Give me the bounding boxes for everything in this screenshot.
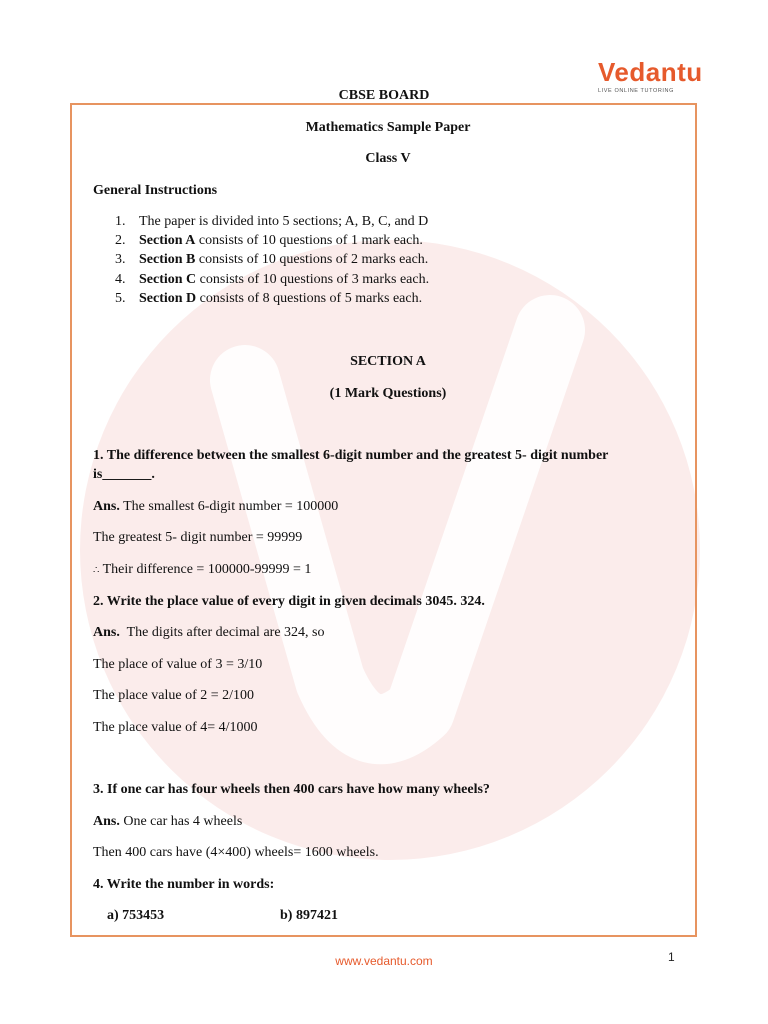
answer-1-line-3 — [93, 562, 311, 579]
instruction-text: consists of 10 questions of 1 mark each. — [195, 233, 423, 248]
question-1-line-1: 1. The difference between the smallest 6-digit number and the greatest 5- digit number — [93, 448, 609, 463]
instruction-item — [115, 214, 428, 230]
instruction-text: consists of 8 questions of 5 marks each. — [196, 291, 423, 306]
instruction-text: consists of 10 questions of 2 marks each. — [195, 252, 429, 267]
instruction-text: The paper is divided into 5 sections; A, B, C, and D — [139, 214, 429, 229]
answer-3-line-2: Then 400 cars have (4×400) wheels= 1600 wheels. — [93, 845, 379, 860]
instruction-section: Section B — [139, 252, 196, 267]
answer-label: Ans. — [93, 625, 120, 640]
instruction-number: 5. — [115, 291, 126, 306]
answer-text: The smallest 6-digit number = 100000 — [119, 499, 339, 514]
therefore-symbol: ∴ — [93, 565, 100, 576]
question-4-part-a: a) 753453 — [107, 908, 165, 923]
instructions-heading: General Instructions — [93, 183, 218, 198]
question-3: 3. If one car has four wheels then 400 cars have how many wheels? — [93, 782, 490, 797]
instruction-item — [115, 233, 423, 249]
answer-text: One car has 4 wheels — [119, 814, 243, 829]
board-title: CBSE BOARD — [338, 88, 430, 103]
answer-label: Ans. — [93, 814, 120, 829]
instruction-item — [115, 252, 428, 268]
answer-3-line-1 — [93, 814, 242, 830]
logo-tagline: LIVE ONLINE TUTORING — [598, 88, 674, 94]
answer-2-line-3: The place value of 2 = 2/100 — [93, 688, 255, 703]
question-4-part-b: b) 897421 — [280, 908, 338, 923]
section-title: SECTION A — [350, 354, 426, 369]
instruction-text: consists of 10 questions of 3 marks each. — [196, 272, 430, 287]
instruction-item — [115, 272, 429, 288]
instruction-number: 4. — [115, 272, 126, 287]
page-number: 1 — [668, 950, 675, 964]
answer-2-line-2: The place of value of 3 = 3/10 — [93, 657, 263, 672]
class-title: Class V — [365, 151, 411, 166]
instruction-number: 2. — [115, 233, 126, 248]
question-2: 2. Write the place value of every digit in given decimals 3045. 324. — [93, 594, 485, 609]
answer-2-line-4: The place value of 4= 4/1000 — [93, 720, 258, 735]
answer-2-line-1 — [93, 625, 324, 641]
instruction-number: 1. — [115, 214, 126, 229]
answer-text: Their difference = 100000-99999 = 1 — [99, 562, 312, 577]
footer-url: www.vedantu.com — [335, 954, 433, 968]
section-subtitle: (1 Mark Questions) — [329, 386, 447, 401]
instruction-item — [115, 291, 422, 307]
instruction-section: Section A — [139, 233, 196, 248]
subject-title: Mathematics Sample Paper — [305, 120, 471, 135]
answer-text: The digits after decimal are 324, so — [119, 625, 325, 640]
question-1-line-2: is_______. — [93, 467, 155, 482]
instruction-section: Section C — [139, 272, 197, 287]
answer-label: Ans. — [93, 499, 120, 514]
answer-1-line-2: The greatest 5- digit number = 99999 — [93, 530, 303, 545]
instruction-section: Section D — [139, 291, 197, 306]
logo-wordmark: Vedantu — [598, 57, 703, 87]
question-4: 4. Write the number in words: — [93, 877, 275, 892]
instruction-number: 3. — [115, 252, 126, 267]
answer-1-line-1 — [93, 499, 338, 515]
